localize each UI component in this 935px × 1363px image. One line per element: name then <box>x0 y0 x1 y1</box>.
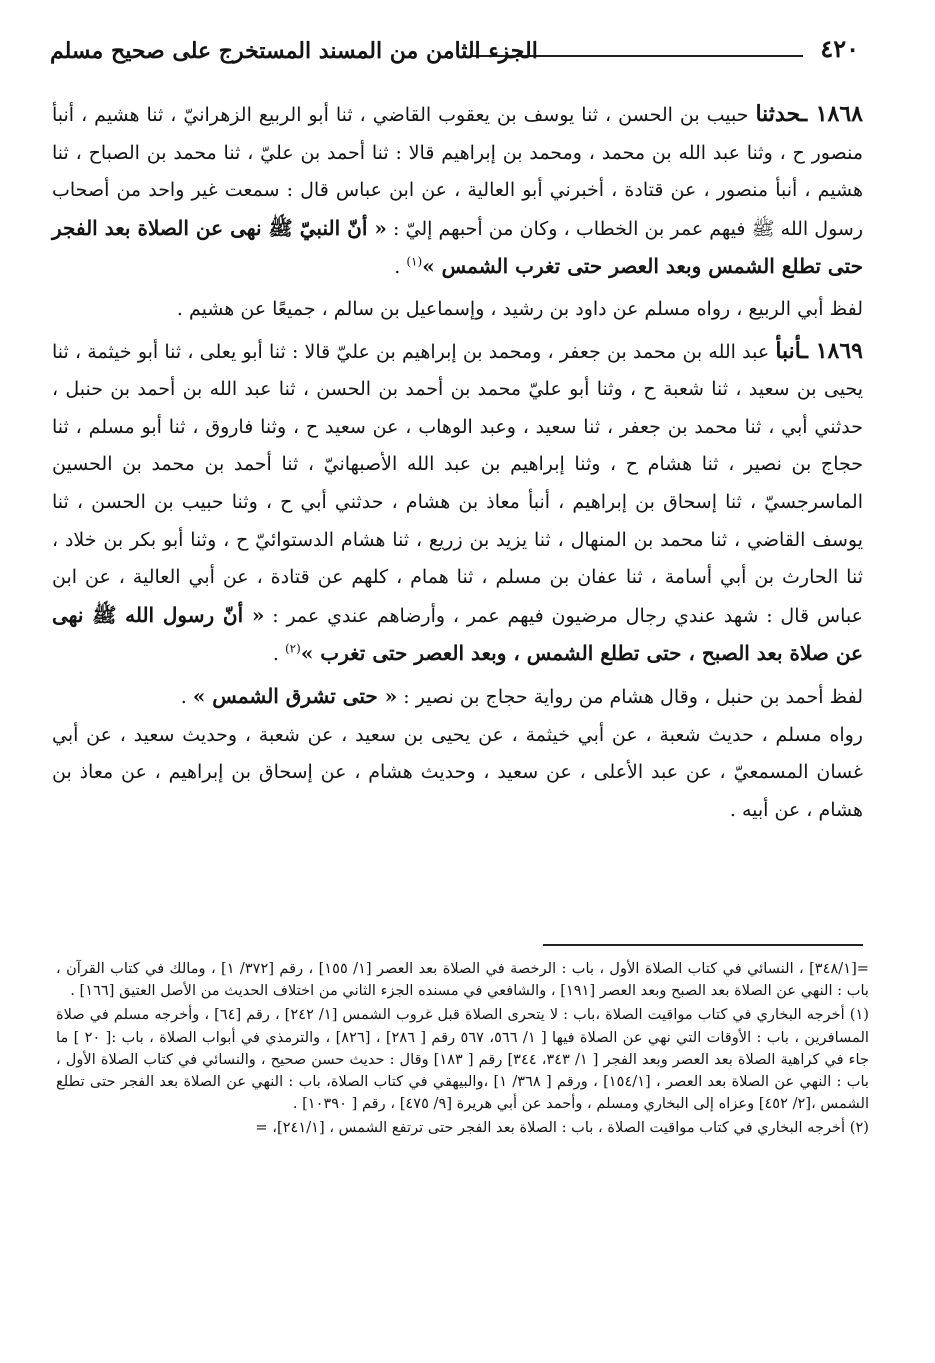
hadith-matn: « أنّ رسول الله ﷺ نهى عن صلاة بعد الصبح ، حتى تطلع الشمس ، وبعد العصر حتى تغرب » <box>52 602 863 666</box>
footnote-ref: (١) <box>406 255 423 270</box>
running-title: الجزء الثامن من المسند المستخرج على صحيح مسلم <box>50 38 538 64</box>
hadith-end: . <box>394 256 407 279</box>
footnote-separator <box>543 944 863 946</box>
main-text <box>52 96 863 829</box>
hadith-opener: أنبأ <box>775 337 802 364</box>
note-end: . <box>180 685 193 708</box>
hadith-number: ١٨٦٨ ـ <box>800 101 863 127</box>
note-text: لفظ أحمد بن حنبل ، وقال هشام من رواية حجاج بن نصير : <box>397 685 863 708</box>
note-text-2: رواه مسلم ، حديث شعبة ، عن أبي خيثمة ، عن يحيى بن سعيد ، عن شعبة ، وحديث سعيد ، عن أبي غسان المسمعيّ ، عن عبد الأعلى ، عن سعيد ، وحديث هشام ، عن إسحاق بن إبراهيم ، عن معاذ بن هشام ، عن أبيه . <box>52 723 863 821</box>
hadith-isnad: عبد الله بن محمد بن جعفر ، ومحمد بن إبراهيم بن عليّ قالا : ثنا أبو يعلى ، ثنا أبو خيثمة ، ثنا يحيى بن سعيد ، ثنا شعبة ح ، وثنا أبو عليّ محمد بن أحمد بن الحسن ، ثنا عبد الله بن أحمد بن حنبل ، حدثني أبي ، ثنا محمد بن جعفر ، ثنا سعيد ، وعبد الوهاب ، عن سعيد ح ، وثنا فاروق ، ثنا أبو مسلم ، ثنا حجاج بن نصير ، ثنا هشام ح ، وثنا إبراهيم بن عبد الله الأصبهانيّ ، ثنا أحمد بن محمد بن الحسين الماسرجسيّ ، ثنا إسحاق بن إبراهيم ، أنبأ معاذ بن هشام ، حدثني أبي ح ، وثنا حبيب بن الحسن ، ثنا يوسف القاضي ، ثنا محمد بن المنهال ، ثنا يزيد بن زريع ، ثنا هشام الدستوائيّ ح ، وثنا أبو بكر بن خلاد ، ثنا الحارث بن أبي أسامة ، ثنا عفان بن مسلم ، ثنا همام ، كلهم عن قتادة ، عن أبي العالية ، عن ابن عباس قال : شهد عندي رجال مرضيون فيهم عمر ، وأرضاهم عندي عمر : <box>52 340 863 627</box>
footnote-ref: (٢) <box>284 641 301 656</box>
footnotes <box>56 958 869 1140</box>
hadith-isnad: حبيب بن الحسن ، ثنا يوسف بن يعقوب القاضي ، ثنا أبو الربيع الزهرانيّ ، ثنا هشيم ، أنبأ منصور ح ، وثنا عبد الله بن محمد ، ومحمد بن إبراهيم قالا : ثنا أحمد بن عليّ ، ثنا محمد بن الصباح ، ثنا هشيم ، أنبأ منصور ، عن قتادة ، أخبرني أبو العالية ، عن ابن عباس قال : سمعت غير واحد من أصحاب رسول الله ﷺ فيهم عمر بن الخطاب ، وكان من أحبهم إليّ : <box>52 104 863 240</box>
note-quote: « حتى تشرق الشمس » <box>192 683 398 708</box>
hadith-opener: حدثنا <box>755 101 801 127</box>
hadith-1868-note: لفظ أبي الربيع ، رواه مسلم عن داود بن رشيد ، وإسماعيل بن سالم ، جميعًا عن هشيم . <box>176 297 863 320</box>
hadith-number: ١٨٦٩ ـ <box>801 337 863 364</box>
page-header <box>50 30 887 74</box>
hadith-matn: « أنّ النبيّ ﷺ نهى عن الصلاة بعد الفجر حتى تطلع الشمس وبعد العصر حتى تغرب الشمس » <box>52 215 863 279</box>
footnote-2: (٢) أخرجه البخاري في كتاب مواقيت الصلاة ، باب : الصلاة بعد الفجر حتى ترتفع الشمس ، [٢٤١/١]، = <box>255 1119 869 1137</box>
hadith-1869-note <box>52 678 863 829</box>
page-number: ٤٢٠ <box>820 34 859 63</box>
footnote-continued: =[٣٤٨/١] ، النسائي في كتاب الصلاة الأول ، باب : الرخصة في الصلاة بعد العصر [١/ ١٥٥] ، رقم [٣٧٢/ ١] ، ومالك في كتاب القرآن ، باب : النهي عن الصلاة بعد الصبح وبعد العصر [١٩١] ، والشافعي في مسنده الجزء الثاني من اختلاف الحديث من الأصل العتيق [١٦٦] . <box>56 960 869 1000</box>
hadith-1869 <box>52 333 863 674</box>
hadith-1868 <box>52 96 863 287</box>
hadith-end: . <box>272 643 285 666</box>
footnote-1: (١) أخرجه البخاري في كتاب مواقيت الصلاة ،باب : لا يتحرى الصلاة قبل غروب الشمس [١/ ٢٤٢] ، رقم [٦٤] ، وأخرجه مسلم في صلاة المسافرين ، باب : الأوقات التي نهي عن الصلاة فيها [ ١/ ٥٦٦، ٥٦٧ رقم [ ٢٨٦] ، [٨٢٦] ، والترمذي في أبواب الصلاة ، باب :[ ٢٠ ] ما جاء في كراهية الصلاة بعد العصر وبعد الفجر [ ١/ ٣٤٣، ٣٤٤] رقم [ ١٨٣] وقال : حديث حسن صحيح ، والنسائي في كتاب الصلاة الأول ، باب : النهي عن الصلاة بعد العصر ، [١٥٤/١] ، ورقم [ ٣٦٨/ ١] ،والبيهقي في كتاب الصلاة، باب : النهي عن الصلاة بعد الفجر حتى تطلع الشمس ،[٢/ ٤٥٢] وعزاه إلى البخاري ومسلم ، وأحمد عن أبي هريرة [٩/ ٤٧٥] ، رقم [ ١٠٣٩٠] . <box>56 1006 869 1113</box>
